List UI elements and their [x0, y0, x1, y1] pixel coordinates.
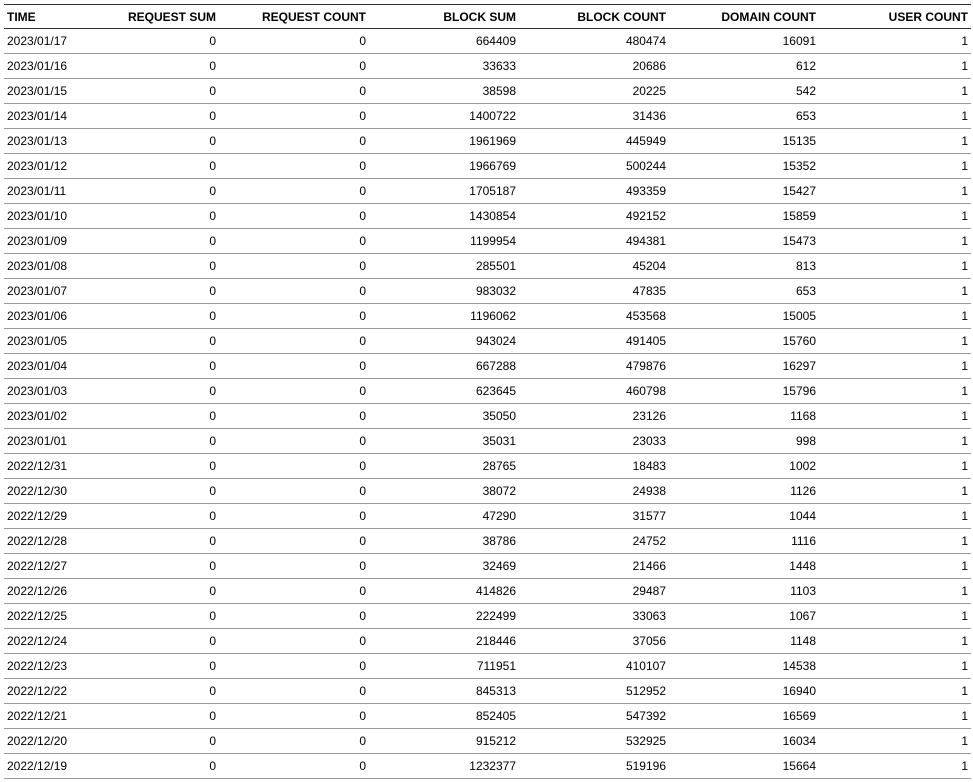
cell-time: 2023/01/07	[4, 279, 104, 304]
cell-request-count: 0	[219, 704, 369, 729]
cell-block-sum: 218446	[369, 629, 519, 654]
cell-request-count: 0	[219, 679, 369, 704]
cell-user-count: 1	[819, 654, 971, 679]
cell-request-count: 0	[219, 129, 369, 154]
cell-domain-count: 15005	[669, 304, 819, 329]
cell-request-sum: 0	[104, 129, 219, 154]
table-row	[4, 79, 971, 104]
table-row	[4, 54, 971, 79]
cell-user-count: 1	[819, 154, 971, 179]
cell-domain-count: 612	[669, 54, 819, 79]
table-row	[4, 179, 971, 204]
cell-time: 2023/01/05	[4, 329, 104, 354]
cell-block-sum: 1961969	[369, 129, 519, 154]
table-row	[4, 429, 971, 454]
cell-block-count: 479876	[519, 354, 669, 379]
cell-request-count: 0	[219, 204, 369, 229]
table-row	[4, 354, 971, 379]
cell-time: 2023/01/08	[4, 254, 104, 279]
cell-request-sum: 0	[104, 354, 219, 379]
cell-request-count: 0	[219, 579, 369, 604]
cell-block-sum: 1430854	[369, 204, 519, 229]
cell-request-count: 0	[219, 329, 369, 354]
cell-block-sum: 28765	[369, 454, 519, 479]
cell-user-count: 1	[819, 104, 971, 129]
cell-request-sum: 0	[104, 504, 219, 529]
cell-time: 2023/01/15	[4, 79, 104, 104]
cell-domain-count: 1002	[669, 454, 819, 479]
cell-time: 2023/01/04	[4, 354, 104, 379]
cell-block-sum: 38072	[369, 479, 519, 504]
table-row	[4, 679, 971, 704]
cell-block-sum: 852405	[369, 704, 519, 729]
cell-request-count: 0	[219, 604, 369, 629]
table-row	[4, 129, 971, 154]
cell-request-count: 0	[219, 29, 369, 54]
cell-block-count: 18483	[519, 454, 669, 479]
cell-time: 2023/01/06	[4, 304, 104, 329]
cell-request-sum: 0	[104, 329, 219, 354]
cell-domain-count: 14538	[669, 654, 819, 679]
table-row	[4, 404, 971, 429]
table-row	[4, 754, 971, 779]
cell-block-count: 492152	[519, 204, 669, 229]
cell-domain-count: 1116	[669, 529, 819, 554]
cell-request-sum: 0	[104, 279, 219, 304]
table-row	[4, 504, 971, 529]
cell-time: 2022/12/21	[4, 704, 104, 729]
table-row	[4, 554, 971, 579]
cell-block-count: 29487	[519, 579, 669, 604]
cell-block-sum: 711951	[369, 654, 519, 679]
cell-user-count: 1	[819, 429, 971, 454]
cell-block-count: 453568	[519, 304, 669, 329]
cell-user-count: 1	[819, 304, 971, 329]
cell-time: 2023/01/13	[4, 129, 104, 154]
cell-time: 2022/12/23	[4, 654, 104, 679]
cell-request-count: 0	[219, 354, 369, 379]
cell-block-count: 31436	[519, 104, 669, 129]
cell-block-count: 20225	[519, 79, 669, 104]
cell-request-sum: 0	[104, 304, 219, 329]
cell-block-count: 21466	[519, 554, 669, 579]
cell-time: 2023/01/03	[4, 379, 104, 404]
cell-domain-count: 16569	[669, 704, 819, 729]
report-table	[4, 4, 971, 779]
cell-domain-count: 813	[669, 254, 819, 279]
cell-request-sum: 0	[104, 254, 219, 279]
cell-block-sum: 285501	[369, 254, 519, 279]
table-row	[4, 304, 971, 329]
cell-user-count: 1	[819, 279, 971, 304]
cell-request-sum: 0	[104, 229, 219, 254]
cell-user-count: 1	[819, 704, 971, 729]
cell-request-sum: 0	[104, 179, 219, 204]
cell-time: 2022/12/28	[4, 529, 104, 554]
cell-block-count: 445949	[519, 129, 669, 154]
cell-domain-count: 15760	[669, 329, 819, 354]
table-row	[4, 604, 971, 629]
cell-request-count: 0	[219, 254, 369, 279]
table-row	[4, 704, 971, 729]
cell-time: 2022/12/29	[4, 504, 104, 529]
cell-request-sum: 0	[104, 679, 219, 704]
cell-block-count: 23126	[519, 404, 669, 429]
cell-user-count: 1	[819, 354, 971, 379]
cell-time: 2022/12/26	[4, 579, 104, 604]
cell-request-count: 0	[219, 154, 369, 179]
cell-user-count: 1	[819, 554, 971, 579]
cell-block-sum: 38598	[369, 79, 519, 104]
table-row	[4, 104, 971, 129]
cell-block-count: 33063	[519, 604, 669, 629]
cell-block-sum: 47290	[369, 504, 519, 529]
cell-domain-count: 1448	[669, 554, 819, 579]
cell-block-sum: 1400722	[369, 104, 519, 129]
cell-request-sum: 0	[104, 379, 219, 404]
cell-block-count: 460798	[519, 379, 669, 404]
cell-user-count: 1	[819, 754, 971, 779]
cell-user-count: 1	[819, 229, 971, 254]
cell-domain-count: 1126	[669, 479, 819, 504]
cell-block-sum: 915212	[369, 729, 519, 754]
cell-request-count: 0	[219, 54, 369, 79]
cell-domain-count: 1044	[669, 504, 819, 529]
cell-time: 2022/12/24	[4, 629, 104, 654]
cell-user-count: 1	[819, 29, 971, 54]
cell-block-count: 532925	[519, 729, 669, 754]
cell-block-count: 493359	[519, 179, 669, 204]
cell-user-count: 1	[819, 254, 971, 279]
cell-domain-count: 15135	[669, 129, 819, 154]
column-header-time: TIME	[4, 5, 104, 29]
cell-user-count: 1	[819, 729, 971, 754]
table-row	[4, 454, 971, 479]
cell-user-count: 1	[819, 604, 971, 629]
cell-request-count: 0	[219, 304, 369, 329]
cell-time: 2022/12/20	[4, 729, 104, 754]
cell-user-count: 1	[819, 479, 971, 504]
table-row	[4, 29, 971, 54]
cell-domain-count: 16297	[669, 354, 819, 379]
cell-request-count: 0	[219, 179, 369, 204]
cell-user-count: 1	[819, 54, 971, 79]
cell-block-count: 512952	[519, 679, 669, 704]
cell-request-count: 0	[219, 729, 369, 754]
cell-time: 2023/01/11	[4, 179, 104, 204]
column-header-block-count: BLOCK COUNT	[519, 5, 669, 29]
cell-block-sum: 667288	[369, 354, 519, 379]
cell-request-sum: 0	[104, 554, 219, 579]
cell-request-count: 0	[219, 79, 369, 104]
cell-request-sum: 0	[104, 429, 219, 454]
table-row	[4, 329, 971, 354]
header-row	[4, 5, 971, 29]
cell-block-count: 410107	[519, 654, 669, 679]
table-row	[4, 254, 971, 279]
cell-block-count: 31577	[519, 504, 669, 529]
cell-request-sum: 0	[104, 104, 219, 129]
cell-time: 2022/12/31	[4, 454, 104, 479]
cell-block-sum: 32469	[369, 554, 519, 579]
cell-domain-count: 542	[669, 79, 819, 104]
cell-block-sum: 1199954	[369, 229, 519, 254]
table-row	[4, 579, 971, 604]
cell-time: 2023/01/14	[4, 104, 104, 129]
cell-domain-count: 16091	[669, 29, 819, 54]
cell-block-count: 45204	[519, 254, 669, 279]
table-row	[4, 279, 971, 304]
cell-request-count: 0	[219, 429, 369, 454]
cell-user-count: 1	[819, 679, 971, 704]
cell-user-count: 1	[819, 329, 971, 354]
cell-block-sum: 943024	[369, 329, 519, 354]
cell-request-sum: 0	[104, 529, 219, 554]
cell-request-sum: 0	[104, 404, 219, 429]
cell-time: 2022/12/22	[4, 679, 104, 704]
cell-domain-count: 15473	[669, 229, 819, 254]
cell-request-sum: 0	[104, 29, 219, 54]
cell-block-count: 480474	[519, 29, 669, 54]
cell-user-count: 1	[819, 504, 971, 529]
cell-block-sum: 623645	[369, 379, 519, 404]
cell-block-sum: 1196062	[369, 304, 519, 329]
cell-request-sum: 0	[104, 729, 219, 754]
cell-request-count: 0	[219, 479, 369, 504]
cell-request-count: 0	[219, 754, 369, 779]
cell-domain-count: 16034	[669, 729, 819, 754]
cell-block-sum: 35050	[369, 404, 519, 429]
cell-time: 2023/01/09	[4, 229, 104, 254]
table-row	[4, 154, 971, 179]
cell-request-sum: 0	[104, 54, 219, 79]
cell-block-count: 37056	[519, 629, 669, 654]
table-row	[4, 479, 971, 504]
cell-request-sum: 0	[104, 454, 219, 479]
cell-block-sum: 1705187	[369, 179, 519, 204]
cell-user-count: 1	[819, 379, 971, 404]
cell-block-sum: 414826	[369, 579, 519, 604]
cell-request-sum: 0	[104, 579, 219, 604]
cell-request-count: 0	[219, 104, 369, 129]
cell-request-count: 0	[219, 504, 369, 529]
table-row	[4, 379, 971, 404]
cell-user-count: 1	[819, 529, 971, 554]
cell-user-count: 1	[819, 129, 971, 154]
cell-domain-count: 15859	[669, 204, 819, 229]
cell-block-count: 47835	[519, 279, 669, 304]
cell-request-count: 0	[219, 229, 369, 254]
cell-time: 2022/12/27	[4, 554, 104, 579]
cell-block-count: 20686	[519, 54, 669, 79]
cell-block-sum: 983032	[369, 279, 519, 304]
cell-request-sum: 0	[104, 479, 219, 504]
cell-time: 2023/01/01	[4, 429, 104, 454]
cell-block-count: 494381	[519, 229, 669, 254]
cell-user-count: 1	[819, 629, 971, 654]
cell-block-sum: 222499	[369, 604, 519, 629]
column-header-request-sum: REQUEST SUM	[104, 5, 219, 29]
cell-domain-count: 15352	[669, 154, 819, 179]
column-header-domain-count: DOMAIN COUNT	[669, 5, 819, 29]
cell-request-sum: 0	[104, 204, 219, 229]
cell-request-sum: 0	[104, 604, 219, 629]
cell-block-count: 24752	[519, 529, 669, 554]
cell-time: 2022/12/25	[4, 604, 104, 629]
cell-user-count: 1	[819, 204, 971, 229]
cell-request-count: 0	[219, 554, 369, 579]
cell-request-sum: 0	[104, 154, 219, 179]
table-row	[4, 654, 971, 679]
column-header-block-sum: BLOCK SUM	[369, 5, 519, 29]
table-row	[4, 204, 971, 229]
cell-block-count: 547392	[519, 704, 669, 729]
column-header-user-count: USER COUNT	[819, 5, 971, 29]
cell-request-sum: 0	[104, 704, 219, 729]
cell-block-sum: 33633	[369, 54, 519, 79]
cell-time: 2023/01/17	[4, 29, 104, 54]
cell-block-count: 519196	[519, 754, 669, 779]
report-table-container	[4, 4, 971, 779]
cell-domain-count: 1148	[669, 629, 819, 654]
cell-user-count: 1	[819, 579, 971, 604]
cell-domain-count: 998	[669, 429, 819, 454]
cell-domain-count: 653	[669, 279, 819, 304]
cell-domain-count: 16940	[669, 679, 819, 704]
cell-block-count: 23033	[519, 429, 669, 454]
table-row	[4, 229, 971, 254]
cell-request-sum: 0	[104, 654, 219, 679]
table-row	[4, 729, 971, 754]
cell-block-sum: 1966769	[369, 154, 519, 179]
cell-block-sum: 664409	[369, 29, 519, 54]
cell-request-count: 0	[219, 629, 369, 654]
cell-user-count: 1	[819, 404, 971, 429]
cell-time: 2023/01/02	[4, 404, 104, 429]
cell-block-count: 491405	[519, 329, 669, 354]
cell-time: 2022/12/19	[4, 754, 104, 779]
cell-domain-count: 15796	[669, 379, 819, 404]
table-row	[4, 529, 971, 554]
column-header-request-count: REQUEST COUNT	[219, 5, 369, 29]
cell-request-sum: 0	[104, 629, 219, 654]
table-body	[4, 29, 971, 779]
cell-block-sum: 845313	[369, 679, 519, 704]
cell-user-count: 1	[819, 79, 971, 104]
cell-request-count: 0	[219, 454, 369, 479]
table-header	[4, 5, 971, 29]
cell-time: 2023/01/10	[4, 204, 104, 229]
cell-user-count: 1	[819, 454, 971, 479]
cell-domain-count: 1103	[669, 579, 819, 604]
cell-domain-count: 653	[669, 104, 819, 129]
cell-block-sum: 1232377	[369, 754, 519, 779]
cell-request-count: 0	[219, 379, 369, 404]
cell-block-sum: 38786	[369, 529, 519, 554]
cell-request-count: 0	[219, 404, 369, 429]
cell-request-sum: 0	[104, 754, 219, 779]
cell-block-count: 24938	[519, 479, 669, 504]
table-row	[4, 629, 971, 654]
cell-request-count: 0	[219, 279, 369, 304]
cell-block-count: 500244	[519, 154, 669, 179]
cell-domain-count: 15664	[669, 754, 819, 779]
cell-time: 2023/01/16	[4, 54, 104, 79]
cell-time: 2022/12/30	[4, 479, 104, 504]
cell-time: 2023/01/12	[4, 154, 104, 179]
cell-user-count: 1	[819, 179, 971, 204]
cell-request-count: 0	[219, 654, 369, 679]
cell-request-sum: 0	[104, 79, 219, 104]
cell-domain-count: 1067	[669, 604, 819, 629]
cell-request-count: 0	[219, 529, 369, 554]
cell-domain-count: 1168	[669, 404, 819, 429]
cell-block-sum: 35031	[369, 429, 519, 454]
cell-domain-count: 15427	[669, 179, 819, 204]
